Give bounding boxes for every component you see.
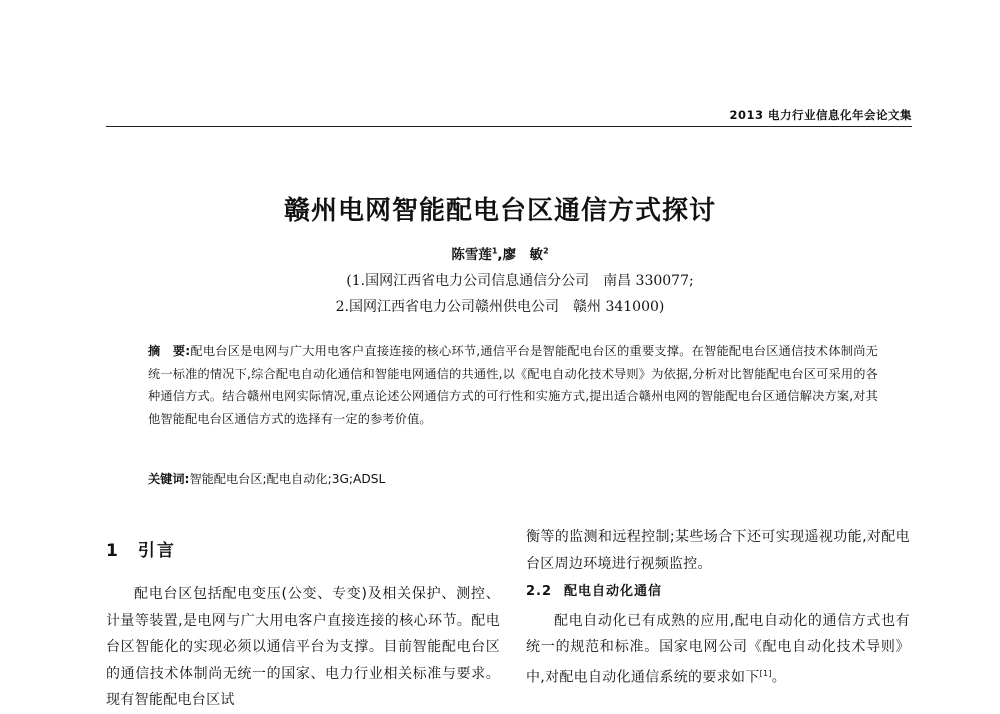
keywords (148, 470, 385, 487)
subsection-number: 2.2 (526, 584, 553, 599)
section-1-heading (106, 536, 176, 561)
citation-ref[interactable]: [1] (759, 668, 772, 678)
subsection-paragraph-text: 配电自动化已有成熟的应用,配电自动化的通信方式也有统一的规范和标准。国家电网公司《配电自动化技术导则》中,对配电自动化通信系统的要求如下 (526, 612, 910, 686)
subsection-2-2-heading (526, 579, 910, 606)
running-header: 2013 电力行业信息化年会论文集 (729, 108, 912, 122)
affiliation-2: 2.国网江西省电力公司赣州供电公司 赣州 341000) (335, 299, 665, 315)
authors (0, 243, 1000, 263)
subsection-2-2-paragraph (526, 608, 910, 691)
subsection-title: 配电自动化通信 (564, 584, 663, 599)
author-2-affil-mark: 2 (543, 246, 549, 256)
header-rule (106, 126, 912, 127)
paragraph-end: 。 (771, 669, 787, 686)
continued-paragraph: 衡等的监测和远程控制;某些场合下还可实现遥视功能,对配电台区周边环境进行视频监控。 (526, 529, 910, 572)
section-1-paragraph: 配电台区包括配电变压(公变、专变)及相关保护、测控、计量等装置,是电网与广大用电客户直接连接的核心环节。配电台区智能化的实现必须以通信平台为支撑。目前智能配电台区的通信技术体制尚无统一的国家、电力行业相关标准与要求。现有智能配电台区试 (106, 586, 500, 708)
section-1-number: 1 (106, 541, 120, 561)
affiliation-1: (1.国网江西省电力公司信息通信分公司 南昌 330077; (346, 273, 694, 289)
abstract (148, 340, 878, 430)
author-separator: , (497, 247, 503, 263)
keywords-label: 关键词: (148, 472, 190, 486)
section-1-title: 引言 (137, 541, 176, 561)
author-2: 廖 敏 (502, 247, 544, 263)
author-1-affil-mark: 1 (491, 246, 498, 256)
keywords-text: 智能配电台区;配电自动化;3G;ADSL (189, 472, 386, 486)
abstract-text: 配电台区是电网与广大用电客户直接连接的核心环节,通信平台是智能配电台区的重要支撑。在智能配电台区通信技术体制尚无统一标准的情况下,综合配电自动化通信和智能电网通信的共通性,以《配电自动化技术导则》为依据,分析对比智能配电台区可采用的各种通信方式。结合赣州电网实际情况,重点论述公网通信方式的可行性和实施方式,提出适合赣州电网的智能配电台区通信解决方案,对其他智能配电台区通信方式的选择有一定的参考价值。 (148, 344, 878, 426)
author-1: 陈雪莲 (451, 247, 492, 263)
right-column (526, 524, 910, 691)
paper-title: 赣州电网智能配电台区通信方式探讨 (283, 196, 716, 226)
left-column (106, 581, 500, 714)
abstract-label: 摘 要: (148, 344, 191, 358)
